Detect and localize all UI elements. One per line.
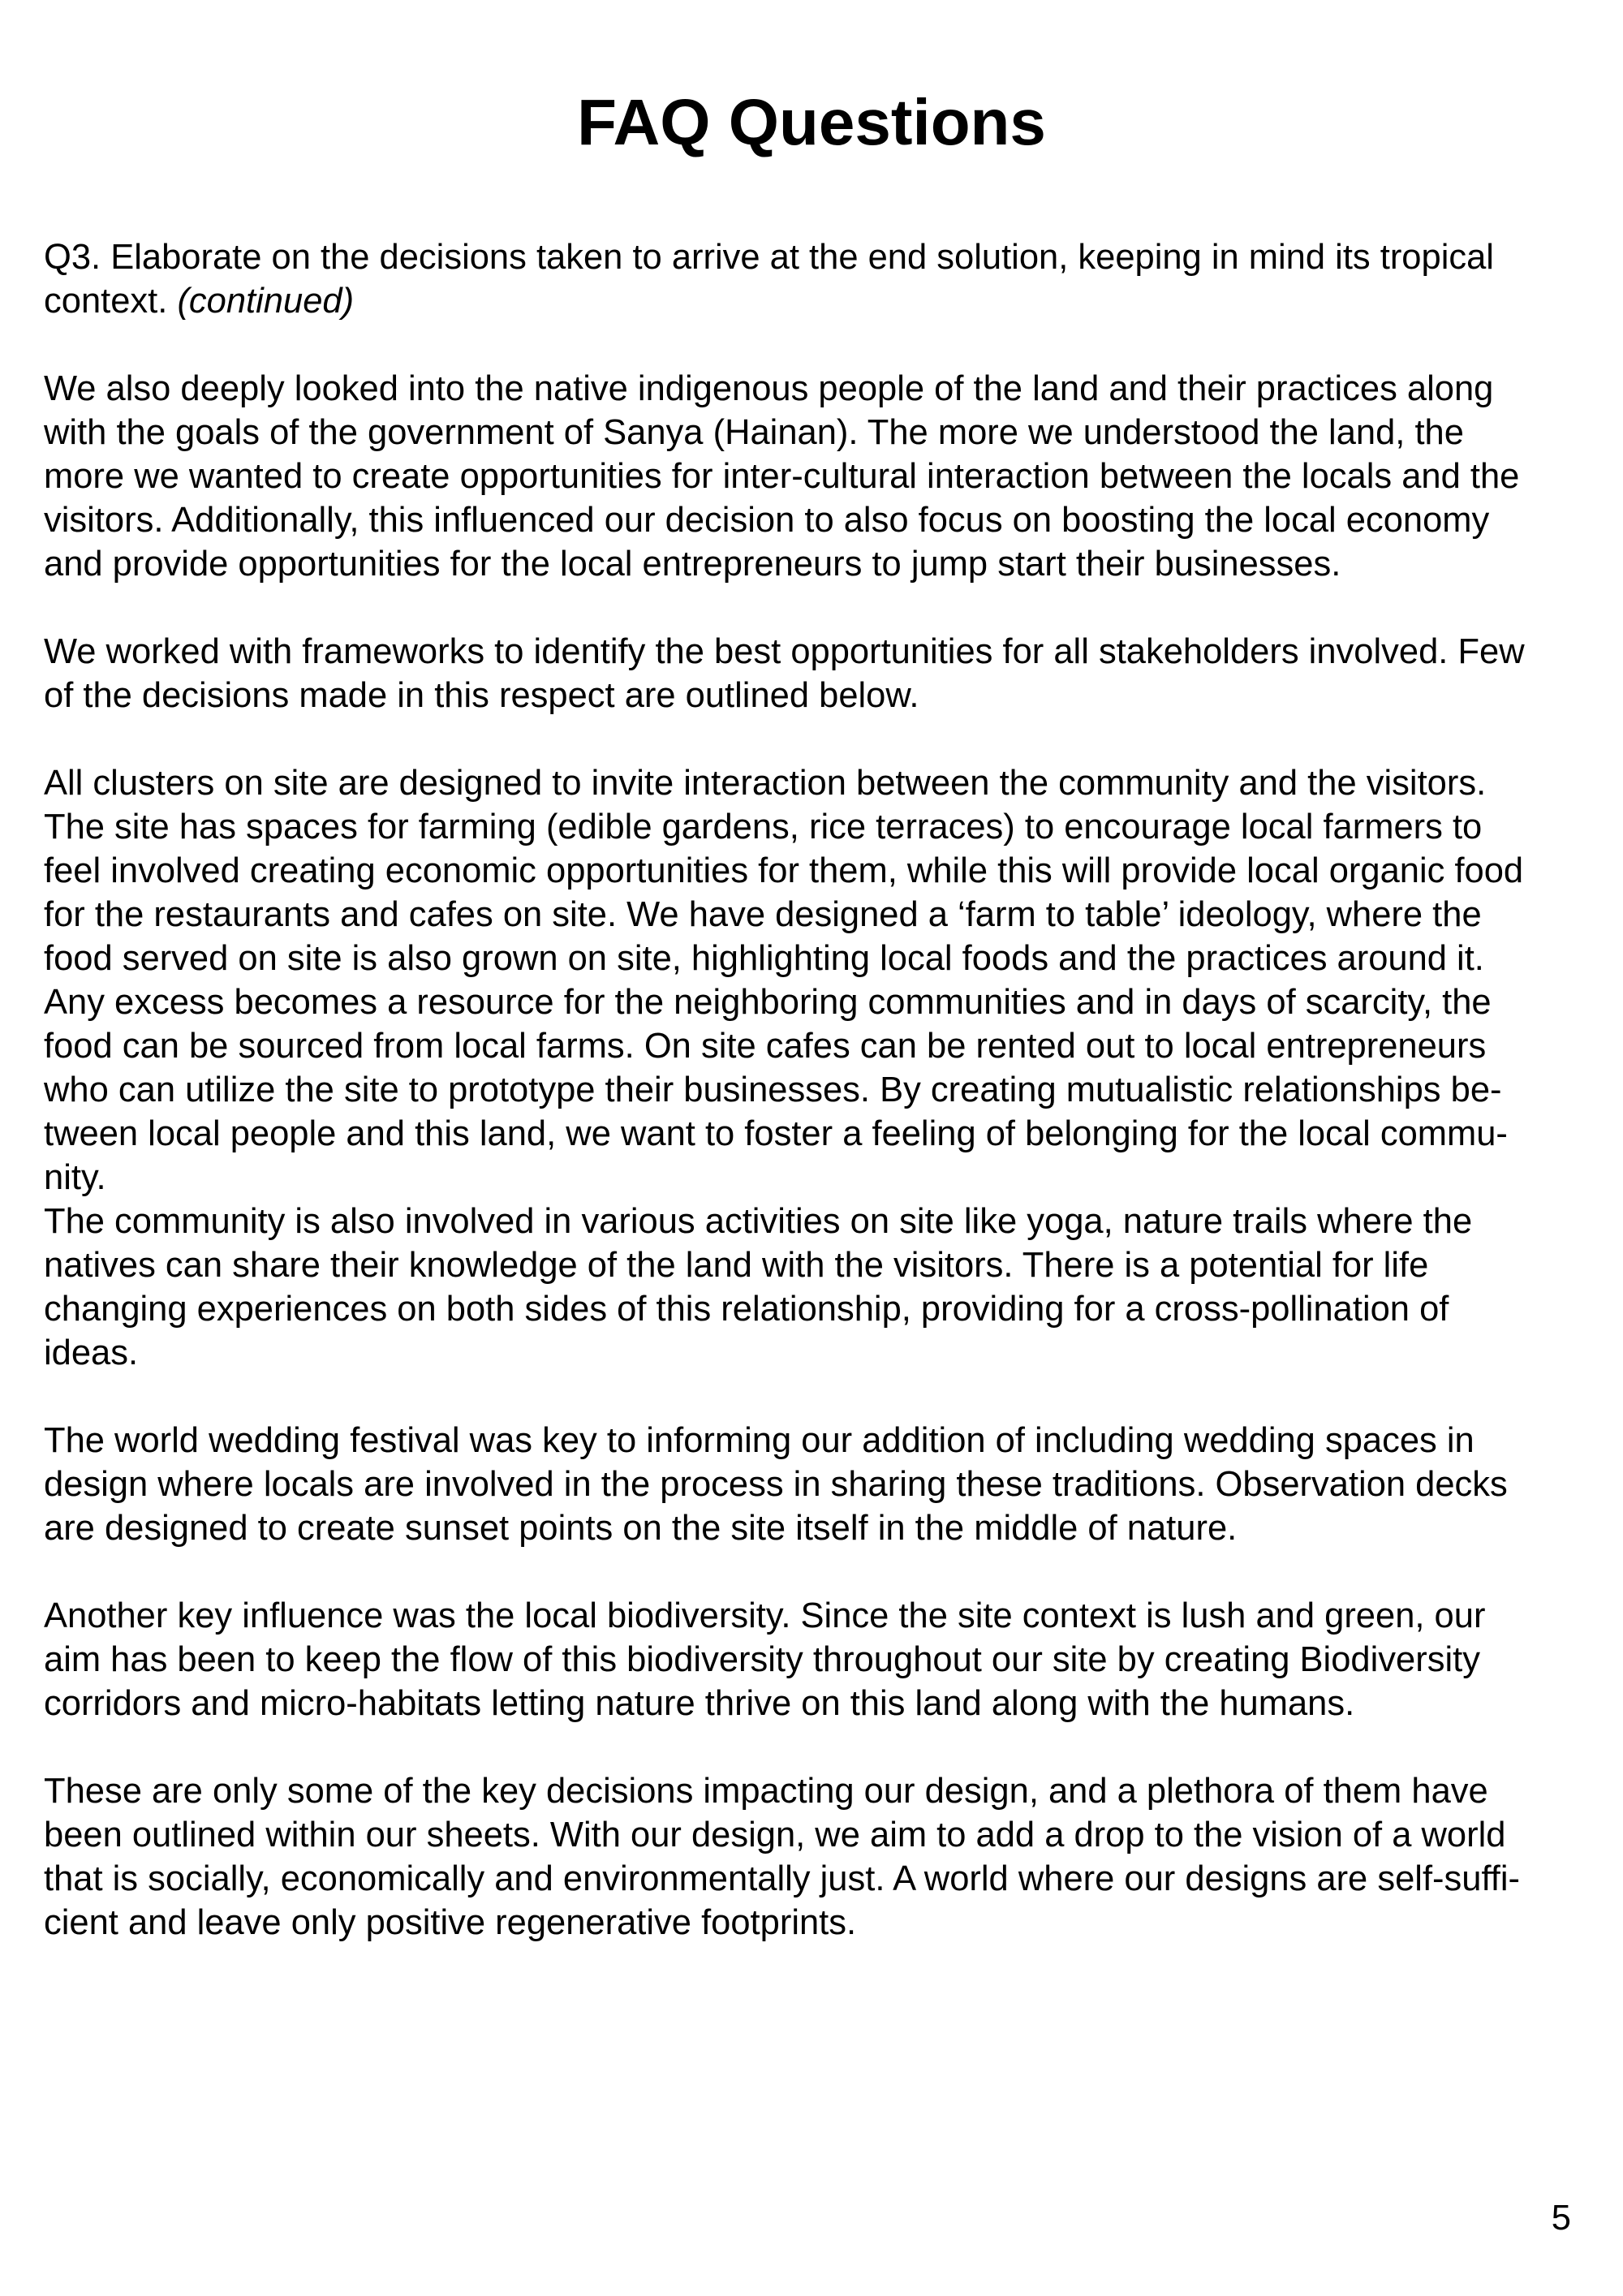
paragraph-7 xyxy=(44,1769,1586,1945)
paragraph-line: The world wedding festival was key to informing our addition of including wedding spaces in xyxy=(44,1421,1474,1460)
paragraph-6 xyxy=(44,1594,1586,1725)
paragraph-5 xyxy=(44,1419,1586,1550)
question-line-text: context. xyxy=(44,282,168,321)
paragraph-line: The community is also involved in various activities on site like yoga, nature trails where the xyxy=(44,1202,1473,1241)
paragraph-line: Another key influence was the local biodiversity. Since the site context is lush and green, our xyxy=(44,1596,1486,1635)
paragraph-line: The site has spaces for farming (edible gardens, rice terraces) to encourage local farmers to xyxy=(44,808,1483,846)
paragraph-line: been outlined within our sheets. With our design, we aim to add a drop to the vision of a world xyxy=(44,1816,1506,1854)
paragraph-line: that is socially, economically and environmentally just. A world where our designs are self-suffi- xyxy=(44,1859,1520,1898)
paragraph-line: aim has been to keep the flow of this biodiversity throughout our site by creating Biodiversity xyxy=(44,1640,1480,1679)
paragraph-line: visitors. Additionally, this influenced our decision to also focus on boosting the local economy xyxy=(44,501,1490,540)
paragraph-line: nity. xyxy=(44,1158,106,1197)
page-number: 5 xyxy=(1551,2199,1571,2238)
paragraph-line: natives can share their knowledge of the land with the visitors. There is a potential for life xyxy=(44,1246,1429,1285)
paragraph-line: We worked with frameworks to identify the best opportunities for all stakeholders involved. Few xyxy=(44,632,1525,671)
page-title: FAQ Questions xyxy=(577,86,1046,158)
paragraph-line: design where locals are involved in the process in sharing these traditions. Observation decks xyxy=(44,1465,1508,1504)
paragraph-2 xyxy=(44,630,1586,717)
paragraph-line: Any excess becomes a resource for the neighboring communities and in days of scarcity, the xyxy=(44,983,1492,1022)
question-line: Q3. Elaborate on the decisions taken to arrive at the end solution, keeping in mind its tropical xyxy=(44,238,1494,277)
paragraph-line: with the goals of the government of Sanya (Hainan). The more we understood the land, the xyxy=(44,413,1464,452)
paragraph-line: who can utilize the site to prototype their businesses. By creating mutualistic relationships be- xyxy=(44,1070,1502,1109)
paragraph-line: food served on site is also grown on site, highlighting local foods and the practices around it. xyxy=(44,939,1484,978)
paragraph-line: tween local people and this land, we want to foster a feeling of belonging for the local commu- xyxy=(44,1114,1508,1153)
question-line xyxy=(44,279,1586,323)
continued-label: (continued) xyxy=(177,282,355,321)
paragraph-line: food can be sourced from local farms. On site cafes can be rented out to local entrepreneurs xyxy=(44,1027,1487,1066)
page-content xyxy=(44,235,1586,1945)
paragraph-line: are designed to create sunset points on the site itself in the middle of nature. xyxy=(44,1509,1238,1548)
paragraph-line: corridors and micro-habitats letting nature thrive on this land along with the humans. xyxy=(44,1684,1355,1723)
paragraph-line: and provide opportunities for the local entrepreneurs to jump start their businesses. xyxy=(44,545,1341,584)
paragraph-line: We also deeply looked into the native indigenous people of the land and their practices along xyxy=(44,369,1494,408)
paragraph-line: changing experiences on both sides of this relationship, providing for a cross-pollination of xyxy=(44,1290,1449,1329)
paragraph-3 xyxy=(44,761,1586,1200)
paragraph-line: for the restaurants and cafes on site. We have designed a ‘farm to table’ ideology, where the xyxy=(44,895,1482,934)
paragraph-line: of the decisions made in this respect are outlined below. xyxy=(44,676,919,715)
paragraph-line: All clusters on site are designed to invite interaction between the community and the visitors. xyxy=(44,764,1487,803)
paragraph-1 xyxy=(44,367,1586,586)
paragraph-line: more we wanted to create opportunities for inter-cultural interaction between the locals and the xyxy=(44,457,1520,496)
paragraph-4 xyxy=(44,1200,1586,1375)
paragraph-line: These are only some of the key decisions impacting our design, and a plethora of them have xyxy=(44,1772,1488,1811)
paragraph-line: feel involved creating economic opportunities for them, while this will provide local organic food xyxy=(44,851,1524,890)
paragraph-line: ideas. xyxy=(44,1333,139,1372)
question-heading xyxy=(44,235,1586,323)
paragraph-line: cient and leave only positive regenerative footprints. xyxy=(44,1903,857,1942)
